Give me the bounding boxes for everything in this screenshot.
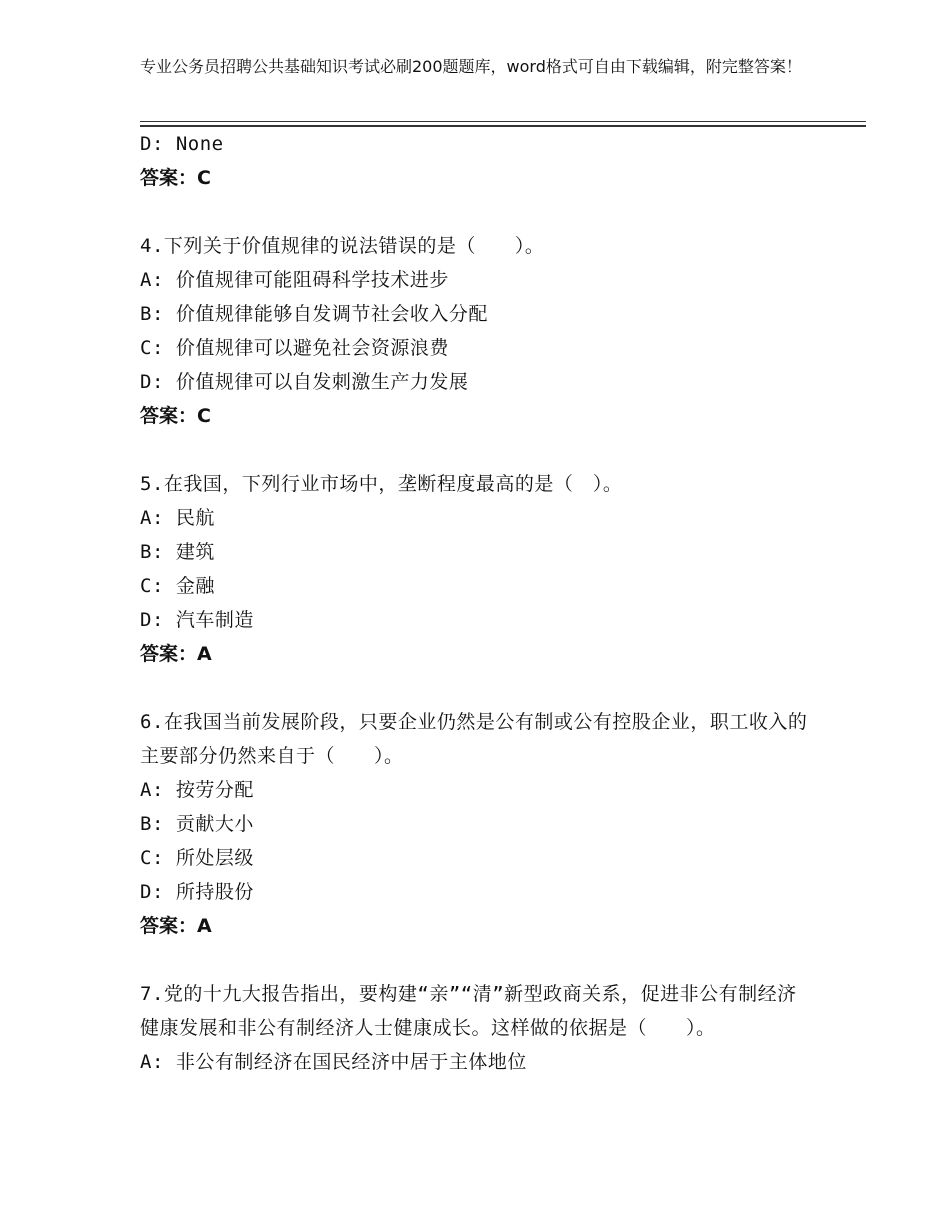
- option-b: B: 贡献大小: [140, 813, 254, 835]
- question-stem: 6.在我国当前发展阶段，只要企业仍然是公有制或公有控股企业，职工收入的主要部分仍然来自于（ ）。: [140, 711, 808, 767]
- answer-label: 答案：C: [140, 405, 211, 427]
- option-d: D: 价值规律可以自发刺激生产力发展: [140, 371, 469, 393]
- question-6: [140, 705, 810, 943]
- answer-label: 答案：A: [140, 915, 212, 937]
- option-a: A: 价值规律可能阻碍科学技术进步: [140, 269, 449, 291]
- lead-option-d: D: None: [140, 133, 224, 155]
- question-content: [140, 127, 810, 1079]
- option-d: D: 所持股份: [140, 881, 254, 903]
- question-4: [140, 229, 810, 433]
- spacer: [140, 195, 810, 229]
- option-d: D: 汽车制造: [140, 609, 254, 631]
- option-a: A: 按劳分配: [140, 779, 254, 801]
- header-rule-thin: [140, 121, 866, 122]
- option-a: A: 非公有制经济在国民经济中居于主体地位: [140, 1051, 527, 1073]
- option-c: C: 金融: [140, 575, 215, 597]
- spacer: [140, 433, 810, 467]
- spacer: [140, 671, 810, 705]
- answer-label: 答案：A: [140, 643, 212, 665]
- option-c: C: 价值规律可以避免社会资源浪费: [140, 337, 449, 359]
- lead-answer: 答案：C: [140, 167, 211, 189]
- question-stem: 7.党的十九大报告指出，要构建“亲”“清”新型政商关系，促进非公有制经济健康发展和非公有制经济人士健康成长。这样做的依据是（ ）。: [140, 983, 797, 1039]
- question-5: [140, 467, 810, 671]
- spacer: [140, 943, 810, 977]
- question-7: [140, 977, 810, 1079]
- option-b: B: 建筑: [140, 541, 215, 563]
- option-b: B: 价值规律能够自发调节社会收入分配: [140, 303, 488, 325]
- option-c: C: 所处层级: [140, 847, 254, 869]
- question-stem: 5.在我国，下列行业市场中，垄断程度最高的是（ ）。: [140, 473, 623, 495]
- page-header: 专业公务员招聘公共基础知识考试必刷200题题库，word格式可自由下载编辑，附完整答案！: [140, 57, 802, 76]
- option-a: A: 民航: [140, 507, 215, 529]
- question-stem: 4.下列关于价值规律的说法错误的是（ ）。: [140, 235, 545, 257]
